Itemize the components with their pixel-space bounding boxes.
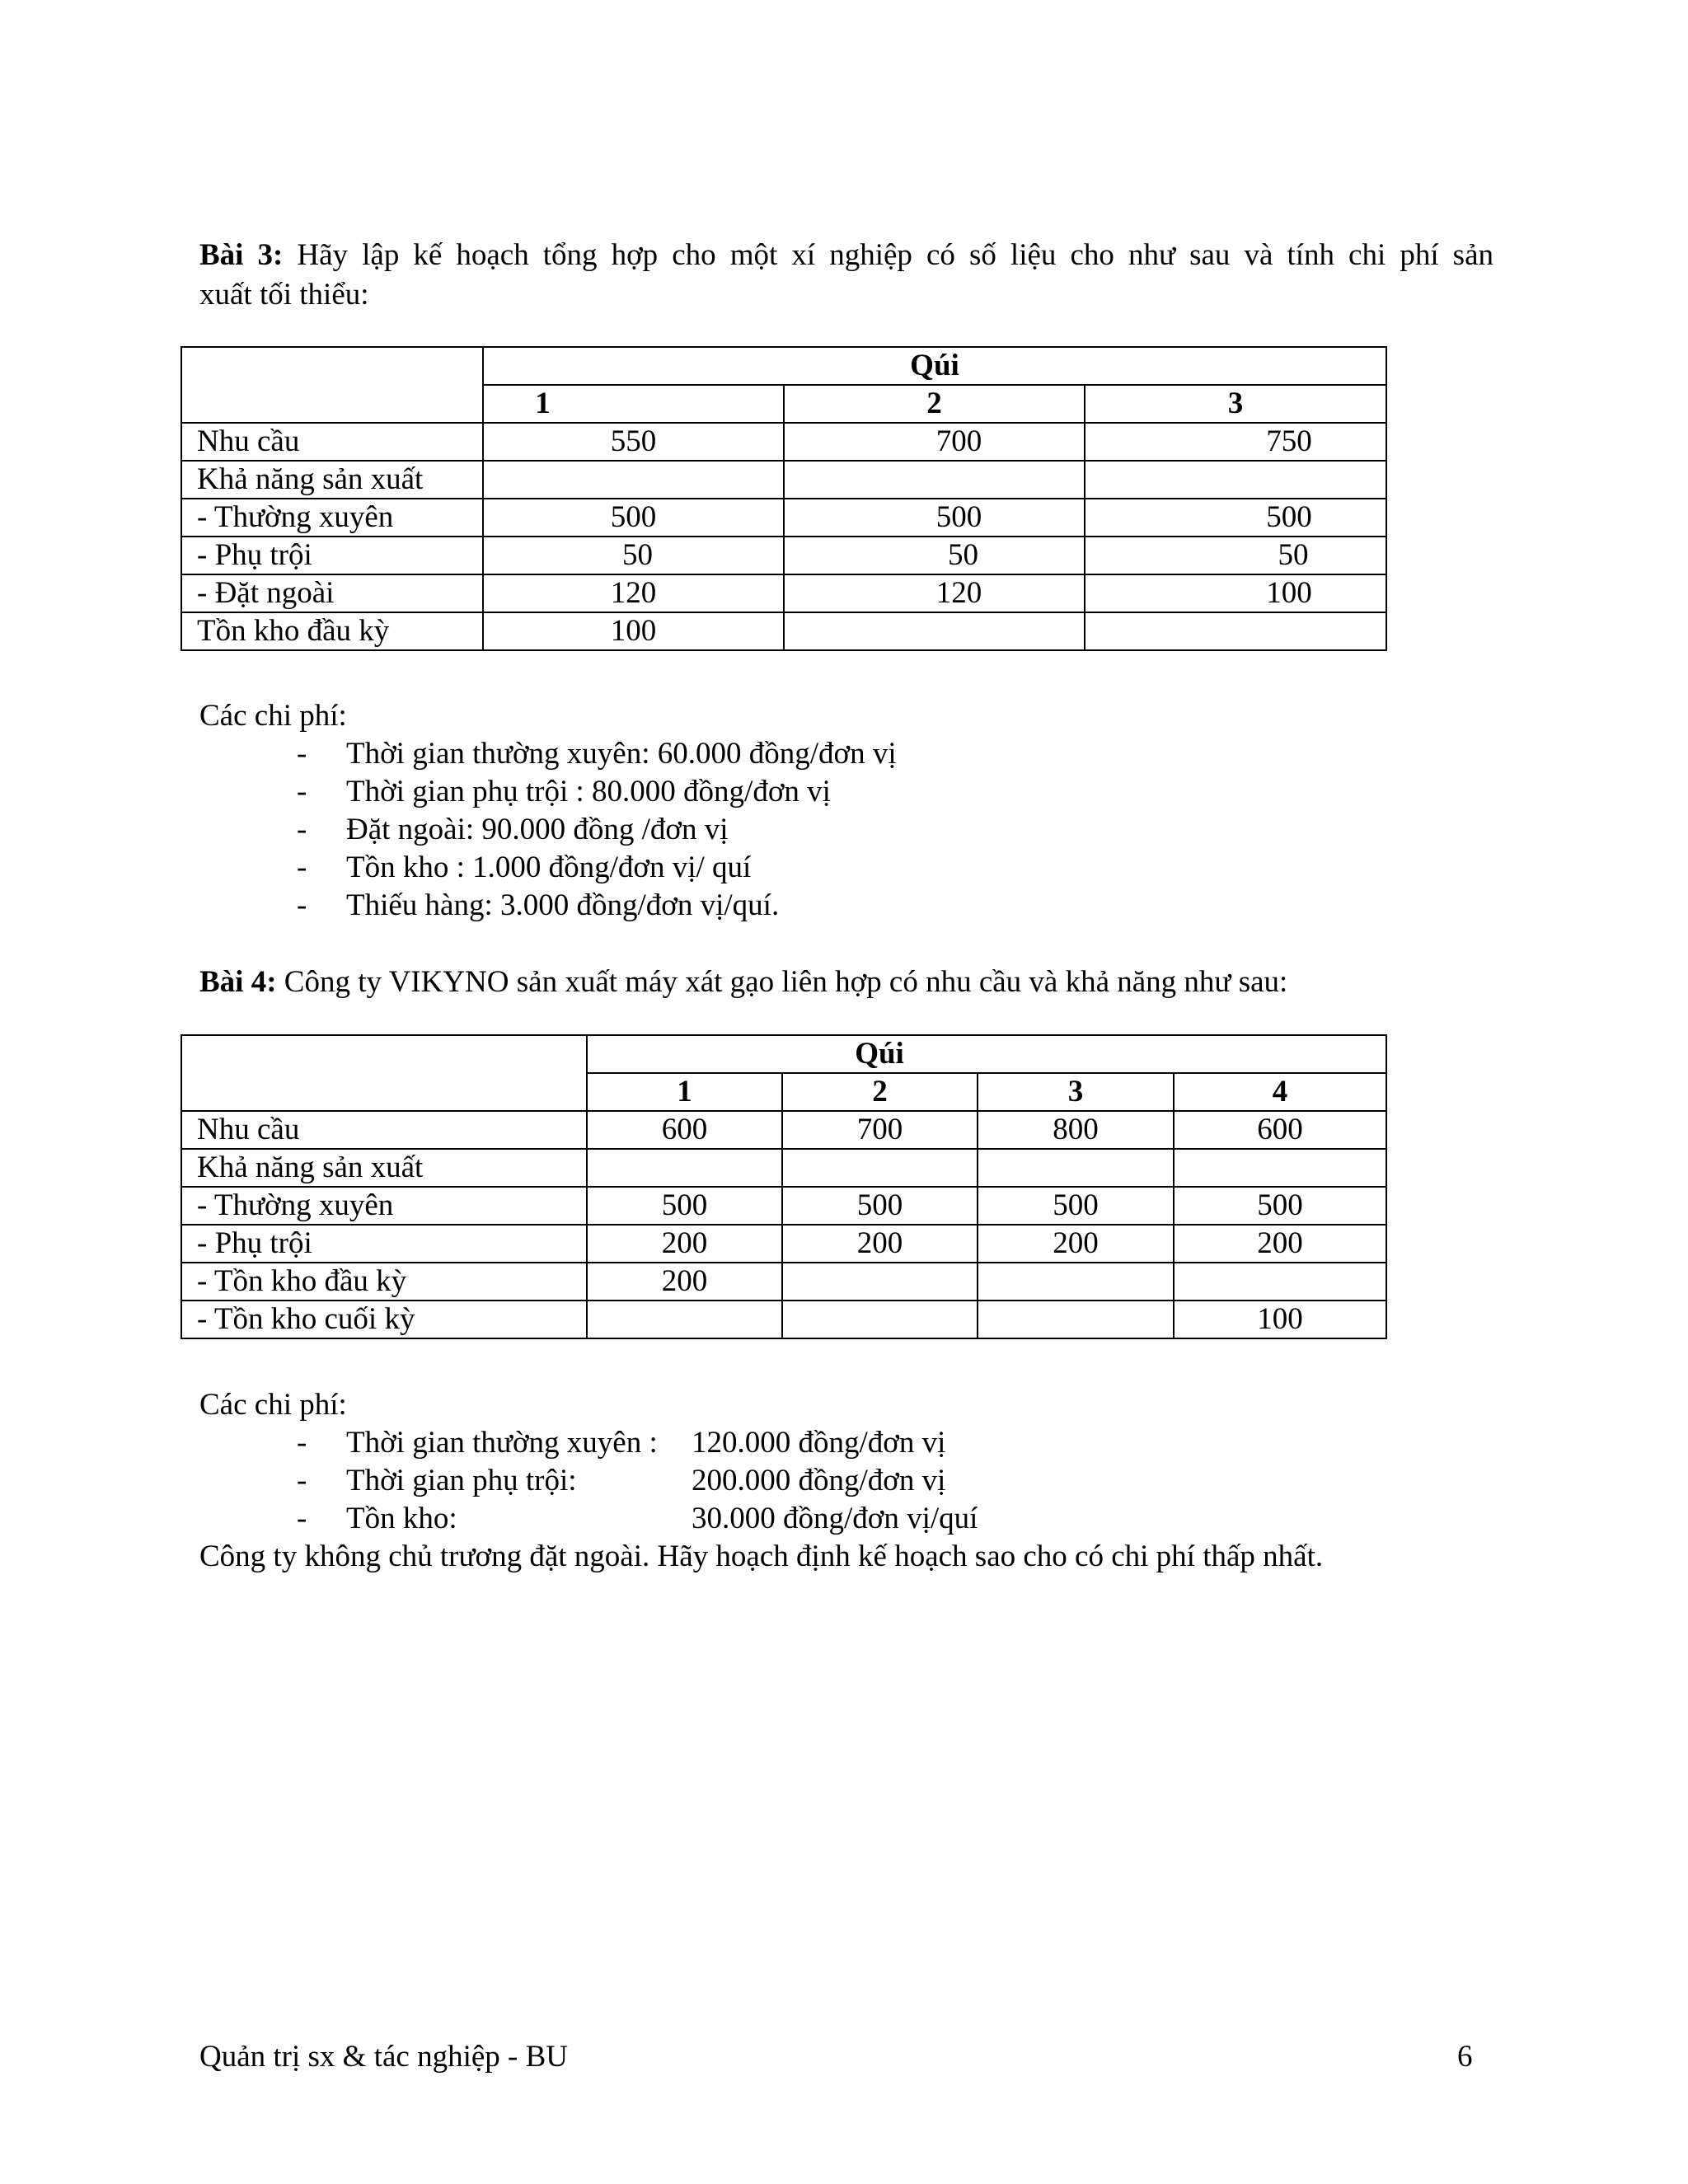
cell-value xyxy=(782,1263,978,1301)
cost-text: Đặt ngoài: 90.000 đồng /đơn vị xyxy=(346,813,729,846)
list-item xyxy=(199,811,729,849)
bai3-costs xyxy=(199,697,897,925)
bai3-line1 xyxy=(199,236,1493,275)
cell-value xyxy=(978,1149,1174,1187)
cell-value xyxy=(782,1301,978,1338)
table-row xyxy=(181,612,1386,650)
bullet-dash: - xyxy=(297,813,307,846)
row-label: - Tồn kho cuối kỳ xyxy=(181,1301,587,1338)
cell-value: 500 xyxy=(784,499,1085,537)
conclusion-text: Công ty không chủ trương đặt ngoài. Hãy hoạch định kế hoạch sao cho có chi phí thấp nhất. xyxy=(199,1540,1324,1573)
cell-value: 100 xyxy=(1174,1301,1386,1338)
bai4-paragraph xyxy=(199,963,1493,1002)
bai4-costs xyxy=(199,1386,1324,1576)
table-row xyxy=(181,1149,1386,1187)
cell-value xyxy=(784,612,1085,650)
cell-value: 750 xyxy=(1085,423,1386,461)
bai4-quarter-2: 2 xyxy=(782,1073,978,1111)
table-row xyxy=(181,1301,1386,1338)
cell-value: 500 xyxy=(1174,1187,1386,1225)
bai3-label: Bài 3: xyxy=(199,238,284,272)
cell-value: 500 xyxy=(978,1187,1174,1225)
bai4-costs-title xyxy=(199,1386,347,1424)
cell-value xyxy=(587,1149,782,1187)
bullet-dash: - xyxy=(297,1502,307,1535)
cell-value: 800 xyxy=(978,1111,1174,1149)
table-row xyxy=(181,499,1386,537)
cell-value xyxy=(1085,461,1386,499)
cell-value: 200 xyxy=(1174,1225,1386,1263)
list-item xyxy=(199,1462,946,1500)
row-label: Tồn kho đầu kỳ xyxy=(181,612,483,650)
bullet-dash: - xyxy=(297,737,307,771)
cell-value: 120 xyxy=(784,574,1085,612)
bai4-label: Bài 4: xyxy=(199,965,277,999)
cell-value: 200 xyxy=(587,1263,782,1301)
cell-value: 120 xyxy=(483,574,784,612)
cell-value: 100 xyxy=(1085,574,1386,612)
table-row xyxy=(181,461,1386,499)
cell-value: 700 xyxy=(782,1111,978,1149)
bai3-text-line1: Hãy lập kế hoạch tổng hợp cho một xí nghiệp có số liệu cho như sau và tính chi phí sản xyxy=(283,238,1493,272)
page-number: 6 xyxy=(1457,2040,1473,2074)
cell-value xyxy=(1085,612,1386,650)
costs-title-text: Các chi phí: xyxy=(199,699,347,733)
bai4-quarter-4: 4 xyxy=(1174,1073,1386,1111)
table-row xyxy=(181,423,1386,461)
table-row xyxy=(181,537,1386,574)
row-label: - Thường xuyên xyxy=(181,1187,587,1225)
cell-value: 500 xyxy=(1085,499,1386,537)
row-label: - Phụ trội xyxy=(181,537,483,574)
cell-value: 600 xyxy=(587,1111,782,1149)
bai4-text: Công ty VIKYNO sản xuất máy xát gạo liên hợp có nhu cầu và khả năng như sau: xyxy=(276,965,1288,999)
bai4-conclusion xyxy=(199,1538,1324,1576)
bai3-costs-title xyxy=(199,697,347,735)
bai3-header-row xyxy=(181,347,1386,385)
cost-label: Thời gian thường xuyên : xyxy=(346,1426,658,1460)
table-row xyxy=(181,1263,1386,1301)
cell-value xyxy=(784,461,1085,499)
bai4-quarter-header: Qúi xyxy=(587,1035,1386,1073)
row-label: - Thường xuyên xyxy=(181,499,483,537)
cost-value: 120.000 đồng/đơn vị xyxy=(692,1426,946,1460)
row-label: - Phụ trội xyxy=(181,1225,587,1263)
cost-text: Thời gian phụ trội : 80.000 đồng/đơn vị xyxy=(346,775,831,808)
list-item xyxy=(199,1500,978,1538)
row-label: Khả năng sản xuất xyxy=(181,1149,587,1187)
bai3-quarter-1: 1 xyxy=(483,385,784,423)
bai3-quarter-3: 3 xyxy=(1085,385,1386,423)
cell-value: 700 xyxy=(784,423,1085,461)
list-item xyxy=(199,849,752,887)
cell-value: 500 xyxy=(782,1187,978,1225)
list-item xyxy=(199,1424,946,1462)
cell-value: 600 xyxy=(1174,1111,1386,1149)
bai4-header-row xyxy=(181,1035,1386,1073)
list-item xyxy=(199,735,897,773)
bai4-quarter-1: 1 xyxy=(587,1073,782,1111)
cell-value xyxy=(587,1301,782,1338)
cell-value xyxy=(1174,1263,1386,1301)
bullet-dash: - xyxy=(297,888,307,922)
bai3-quarter-2: 2 xyxy=(784,385,1085,423)
cell-value: 50 xyxy=(1085,537,1386,574)
cell-value xyxy=(978,1301,1174,1338)
list-item xyxy=(199,773,831,811)
cell-value: 200 xyxy=(782,1225,978,1263)
cost-text: Thời gian thường xuyên: 60.000 đồng/đơn vị xyxy=(346,737,897,771)
bai3-paragraph xyxy=(199,236,1493,315)
cost-label: Tồn kho: xyxy=(346,1502,457,1535)
table-row xyxy=(181,574,1386,612)
bai4-table xyxy=(181,1034,1387,1339)
table-row xyxy=(181,1187,1386,1225)
row-label: Nhu cầu xyxy=(181,1111,587,1149)
row-label: - Tồn kho đầu kỳ xyxy=(181,1263,587,1301)
cell-value: 500 xyxy=(587,1187,782,1225)
bai3-quarter-header: Qúi xyxy=(483,347,1386,385)
table-row xyxy=(181,1225,1386,1263)
bai3-text-line2: xuất tối thiểu: xyxy=(199,278,369,312)
cell-value: 200 xyxy=(978,1225,1174,1263)
cost-text: Tồn kho : 1.000 đồng/đơn vị/ quí xyxy=(346,851,752,884)
cell-value: 50 xyxy=(784,537,1085,574)
footer-title: Quản trị sx & tác nghiệp - BU xyxy=(199,2040,568,2074)
row-label: Khả năng sản xuất xyxy=(181,461,483,499)
costs-title-text: Các chi phí: xyxy=(199,1388,347,1422)
bullet-dash: - xyxy=(297,775,307,808)
bullet-dash: - xyxy=(297,1464,307,1497)
bai4-quarter-3: 3 xyxy=(978,1073,1174,1111)
bullet-dash: - xyxy=(297,851,307,884)
cell-value xyxy=(978,1263,1174,1301)
bai3-corner-cell xyxy=(181,347,483,423)
cost-value: 200.000 đồng/đơn vị xyxy=(692,1464,946,1497)
table-row xyxy=(181,1111,1386,1149)
cell-value: 500 xyxy=(483,499,784,537)
cost-label: Thời gian phụ trội: xyxy=(346,1464,577,1497)
cell-value: 100 xyxy=(483,612,784,650)
cell-value xyxy=(1174,1149,1386,1187)
cell-value: 50 xyxy=(483,537,784,574)
cell-value xyxy=(782,1149,978,1187)
cell-value: 550 xyxy=(483,423,784,461)
bai4-corner-cell xyxy=(181,1035,587,1111)
list-item xyxy=(199,887,780,925)
row-label: - Đặt ngoài xyxy=(181,574,483,612)
bai3-table xyxy=(181,346,1387,651)
cost-text: Thiếu hàng: 3.000 đồng/đơn vị/quí. xyxy=(346,888,780,922)
bullet-dash: - xyxy=(297,1426,307,1460)
cell-value xyxy=(483,461,784,499)
cost-value: 30.000 đồng/đơn vị/quí xyxy=(692,1502,978,1535)
row-label: Nhu cầu xyxy=(181,423,483,461)
cell-value: 200 xyxy=(587,1225,782,1263)
